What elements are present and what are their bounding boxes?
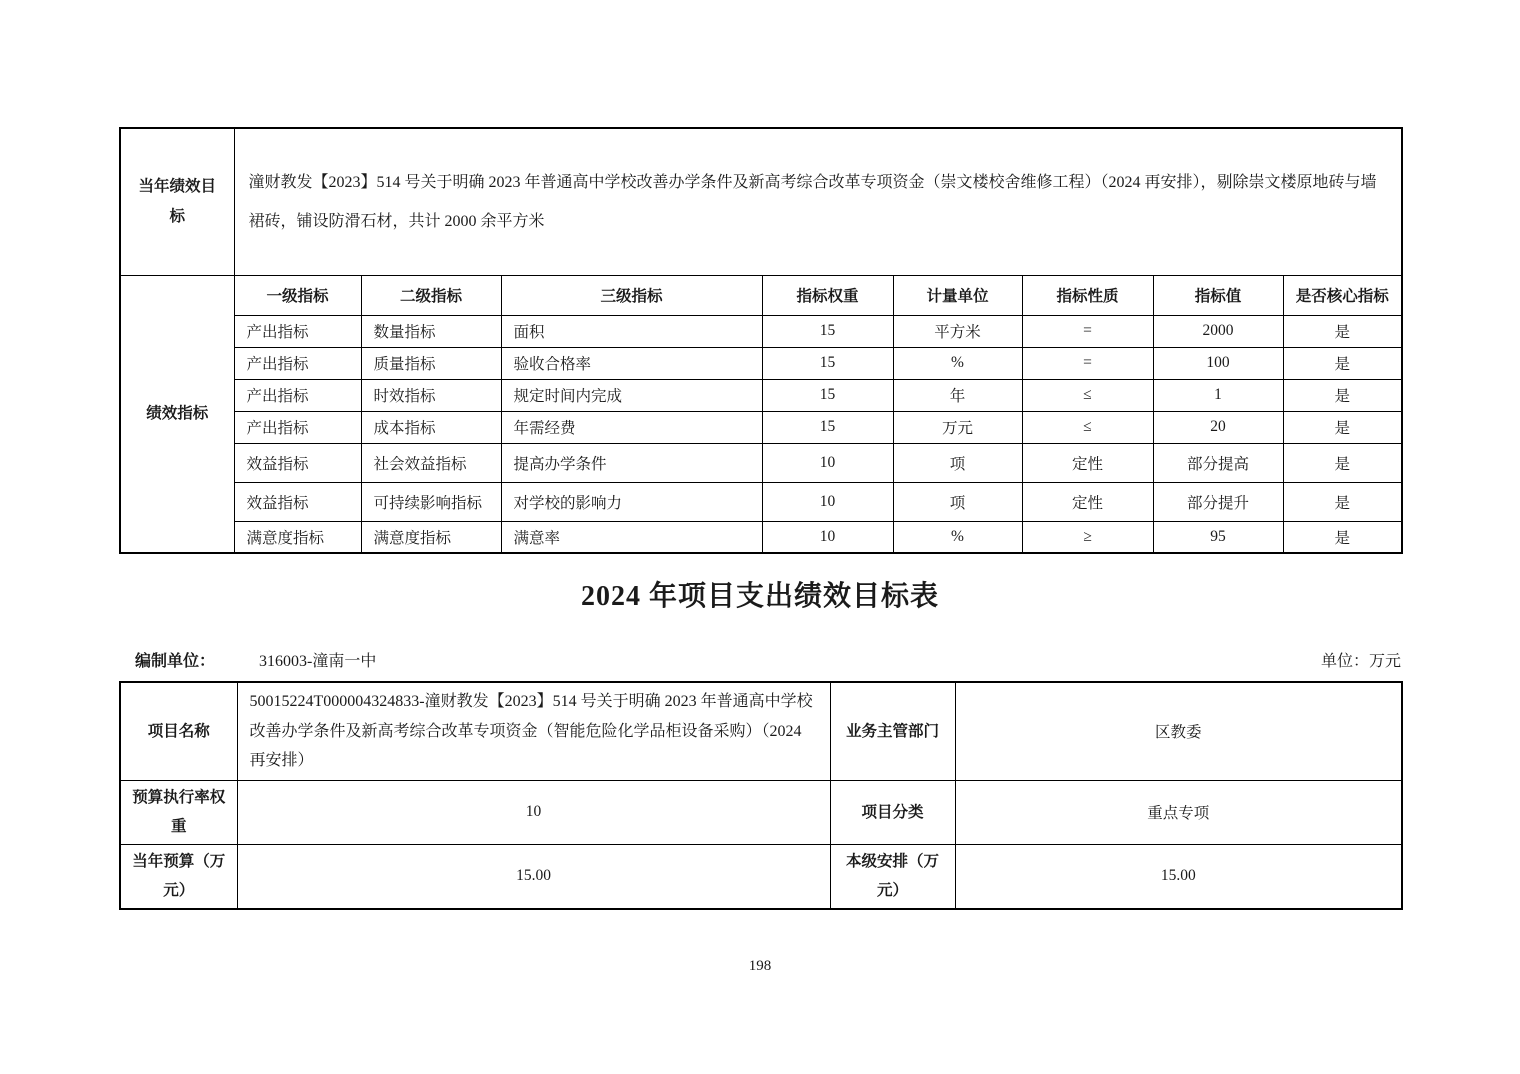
- indicator-cell: 是: [1283, 482, 1402, 521]
- project-name-row: [120, 682, 1402, 780]
- currency-note: 单位：万元: [1320, 653, 1401, 670]
- annual-goal-row: [120, 128, 1402, 275]
- indicator-cell: 验收合格率: [501, 347, 762, 379]
- local-arrangement-value: 15.00: [955, 844, 1402, 908]
- indicator-cell: 面积: [501, 315, 762, 347]
- indicator-cell: 社会效益指标: [361, 443, 501, 482]
- indicator-cell: ≤: [1022, 411, 1153, 443]
- indicator-cell: 95: [1153, 521, 1283, 553]
- indicator-cell: 项: [893, 443, 1022, 482]
- indicator-cell: 可持续影响指标: [361, 482, 501, 521]
- col-header-level2: 二级指标: [361, 275, 501, 315]
- indicator-cell: 100: [1153, 347, 1283, 379]
- indicator-cell: 部分提高: [1153, 443, 1283, 482]
- project-name-value: 50015224T000004324833-潼财教发【2023】514 号关于明确 2023 年普通高中学校改善办学条件及新高考综合改革专项资金（智能危险化学品柜设备采购）（2024 再安排）: [237, 682, 830, 780]
- indicator-cell: 年: [893, 379, 1022, 411]
- performance-indicator-table: [119, 127, 1403, 554]
- indicator-cell: 数量指标: [361, 315, 501, 347]
- page-number: 198: [748, 957, 772, 974]
- col-header-value: 指标值: [1153, 275, 1283, 315]
- indicator-cell: 是: [1283, 411, 1402, 443]
- indicator-cell: 是: [1283, 379, 1402, 411]
- indicator-cell: %: [893, 347, 1022, 379]
- indicator-cell: 规定时间内完成: [501, 379, 762, 411]
- indicator-cell: =: [1022, 347, 1153, 379]
- prepared-by-label: 编制单位：: [135, 653, 216, 670]
- indicator-cell: 是: [1283, 315, 1402, 347]
- indicator-cell: 产出指标: [234, 379, 361, 411]
- annual-goal-content: 潼财教发【2023】514 号关于明确 2023 年普通高中学校改善办学条件及新高考综合改革专项资金（崇文楼校舍维修工程）（2024 再安排），剔除崇文楼原地砖与墙裙砖，铺设防滑石材，共计 2000 余平方米: [234, 128, 1402, 275]
- indicator-header-row: [120, 275, 1402, 315]
- project-category-value: 重点专项: [955, 780, 1402, 844]
- annual-budget-value: 15.00: [237, 844, 830, 908]
- indicator-cell: 15: [762, 315, 893, 347]
- supervising-dept-label: 业务主管部门: [830, 682, 955, 780]
- annual-budget-label: 当年预算（万元）: [120, 844, 237, 908]
- indicator-cell: 是: [1283, 521, 1402, 553]
- indicator-row: [120, 347, 1402, 379]
- meta-line: [119, 648, 1401, 671]
- indicator-cell: 2000: [1153, 315, 1283, 347]
- indicator-cell: 15: [762, 347, 893, 379]
- indicator-cell: 平方米: [893, 315, 1022, 347]
- indicator-cell: 满意度指标: [234, 521, 361, 553]
- budget-weight-value: 10: [237, 780, 830, 844]
- indicator-cell: 满意度指标: [361, 521, 501, 553]
- indicator-cell: 定性: [1022, 482, 1153, 521]
- indicator-cell: 定性: [1022, 443, 1153, 482]
- budget-weight-label: 预算执行率权重: [120, 780, 237, 844]
- indicator-cell: 万元: [893, 411, 1022, 443]
- indicator-cell: =: [1022, 315, 1153, 347]
- document-page: [119, 0, 1401, 975]
- annual-goal-label: 当年绩效目标: [120, 128, 234, 275]
- col-header-core: 是否核心指标: [1283, 275, 1402, 315]
- indicator-cell: 产出指标: [234, 347, 361, 379]
- indicator-cell: ≥: [1022, 521, 1153, 553]
- indicator-cell: 时效指标: [361, 379, 501, 411]
- indicator-cell: 产出指标: [234, 411, 361, 443]
- indicator-cell: 质量指标: [361, 347, 501, 379]
- project-name-label: 项目名称: [120, 682, 237, 780]
- indicator-cell: 15: [762, 411, 893, 443]
- project-summary-table: [119, 681, 1403, 910]
- indicator-cell: 15: [762, 379, 893, 411]
- indicator-row: [120, 379, 1402, 411]
- col-header-nature: 指标性质: [1022, 275, 1153, 315]
- indicator-cell: 效益指标: [234, 443, 361, 482]
- indicator-cell: 是: [1283, 347, 1402, 379]
- indicator-cell: 效益指标: [234, 482, 361, 521]
- indicator-cell: 年需经费: [501, 411, 762, 443]
- indicator-cell: 是: [1283, 443, 1402, 482]
- col-header-level1: 一级指标: [234, 275, 361, 315]
- indicator-cell: 20: [1153, 411, 1283, 443]
- col-header-level3: 三级指标: [501, 275, 762, 315]
- indicator-row: [120, 411, 1402, 443]
- indicator-cell: 对学校的影响力: [501, 482, 762, 521]
- indicator-cell: 10: [762, 521, 893, 553]
- indicator-cell: 1: [1153, 379, 1283, 411]
- indicator-row: [120, 443, 1402, 482]
- supervising-dept-value: 区教委: [955, 682, 1402, 780]
- prepared-by: [119, 648, 376, 671]
- indicator-cell: 部分提升: [1153, 482, 1283, 521]
- indicator-cell: 10: [762, 443, 893, 482]
- indicator-row: [120, 315, 1402, 347]
- project-summary-body: [120, 682, 1402, 909]
- indicator-cell: 提高办学条件: [501, 443, 762, 482]
- indicator-cell: ≤: [1022, 379, 1153, 411]
- indicator-cell: %: [893, 521, 1022, 553]
- annual-budget-row: [120, 844, 1402, 908]
- col-header-weight: 指标权重: [762, 275, 893, 315]
- indicator-row: [120, 482, 1402, 521]
- page-title: 2024 年项目支出绩效目标表: [580, 581, 939, 612]
- indicator-cell: 产出指标: [234, 315, 361, 347]
- col-header-unit: 计量单位: [893, 275, 1022, 315]
- indicator-cell: 成本指标: [361, 411, 501, 443]
- budget-weight-row: [120, 780, 1402, 844]
- prepared-by-value: 316003-潼南一中: [259, 653, 377, 670]
- indicator-cell: 项: [893, 482, 1022, 521]
- indicator-cell: 10: [762, 482, 893, 521]
- performance-table-body: [120, 128, 1402, 553]
- project-category-label: 项目分类: [830, 780, 955, 844]
- indicator-cell: 满意率: [501, 521, 762, 553]
- local-arrangement-label: 本级安排（万元）: [830, 844, 955, 908]
- indicators-section-label: 绩效指标: [120, 275, 234, 553]
- indicator-row: [120, 521, 1402, 553]
